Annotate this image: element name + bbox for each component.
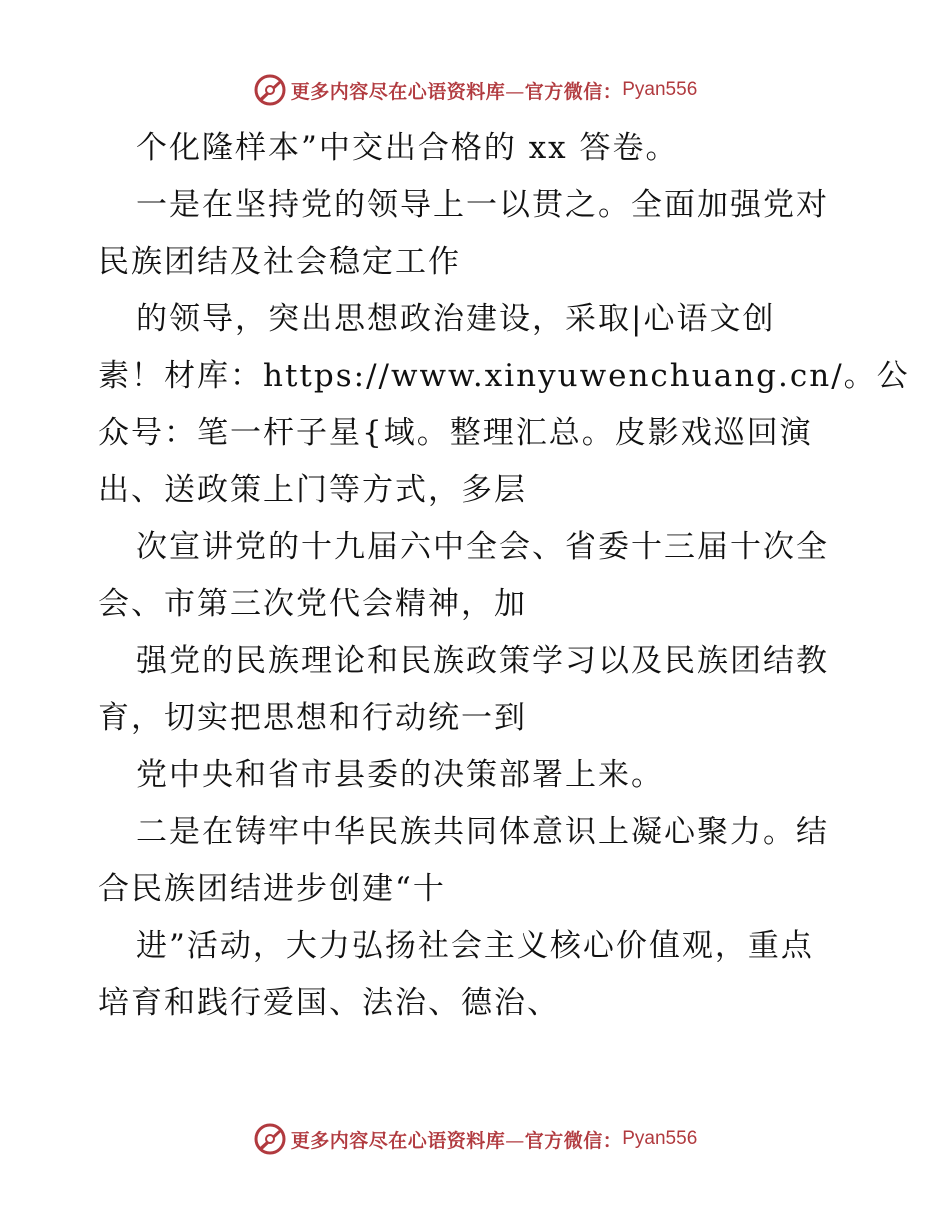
pen-logo-icon	[253, 1122, 287, 1156]
paragraph-line: 的领导，突出思想政治建设，采取|心语文创	[136, 301, 776, 337]
paragraph-line: 素！材库：https://www.xinyuwenchuang.cn/。公	[98, 358, 910, 394]
paragraph-line: 众号：笔一杆子星{域。整理汇总。皮影戏巡回演	[98, 415, 813, 451]
header-banner-text: 更多内容尽在心语资料库—官方微信：	[290, 80, 623, 103]
paragraph-line: 二是在铸牢中华民族共同体意识上凝心聚力。结	[136, 814, 829, 850]
paragraph-line: 育，切实把思想和行动统一到	[98, 700, 527, 736]
paragraph-line: 强党的民族理论和民族政策学习以及民族团结教	[136, 643, 829, 679]
header-contact-id: Pyan556	[622, 79, 698, 100]
pen-logo-icon	[253, 73, 287, 107]
footer-banner-text: 更多内容尽在心语资料库—官方微信：	[290, 1129, 623, 1152]
paragraph-line: 一是在坚持党的领导上一以贯之。全面加强党对	[136, 187, 829, 223]
paragraph-line: 个化隆样本”中交出合格的 xx 答卷。	[136, 130, 679, 166]
paragraph-line: 进”活动，大力弘扬社会主义核心价值观，重点	[136, 928, 814, 964]
paragraph-line: 合民族团结进步创建“十	[98, 871, 446, 907]
paragraph-line: 民族团结及社会稳定工作	[98, 244, 461, 280]
header-banner	[0, 70, 950, 110]
paragraph-line: 会、市第三次党代会精神，加	[98, 586, 527, 622]
footer-banner	[0, 1119, 950, 1159]
paragraph-line: 出、送政策上门等方式，多层	[98, 472, 527, 508]
footer-contact-id: Pyan556	[622, 1128, 698, 1149]
paragraph-line: 次宣讲党的十九届六中全会、省委十三届十次全	[136, 529, 829, 565]
paragraph-line: 党中央和省市县委的决策部署上来。	[136, 757, 664, 793]
document-body	[98, 120, 910, 1032]
paragraph-line: 培育和践行爱国、法治、德治、	[98, 985, 560, 1021]
